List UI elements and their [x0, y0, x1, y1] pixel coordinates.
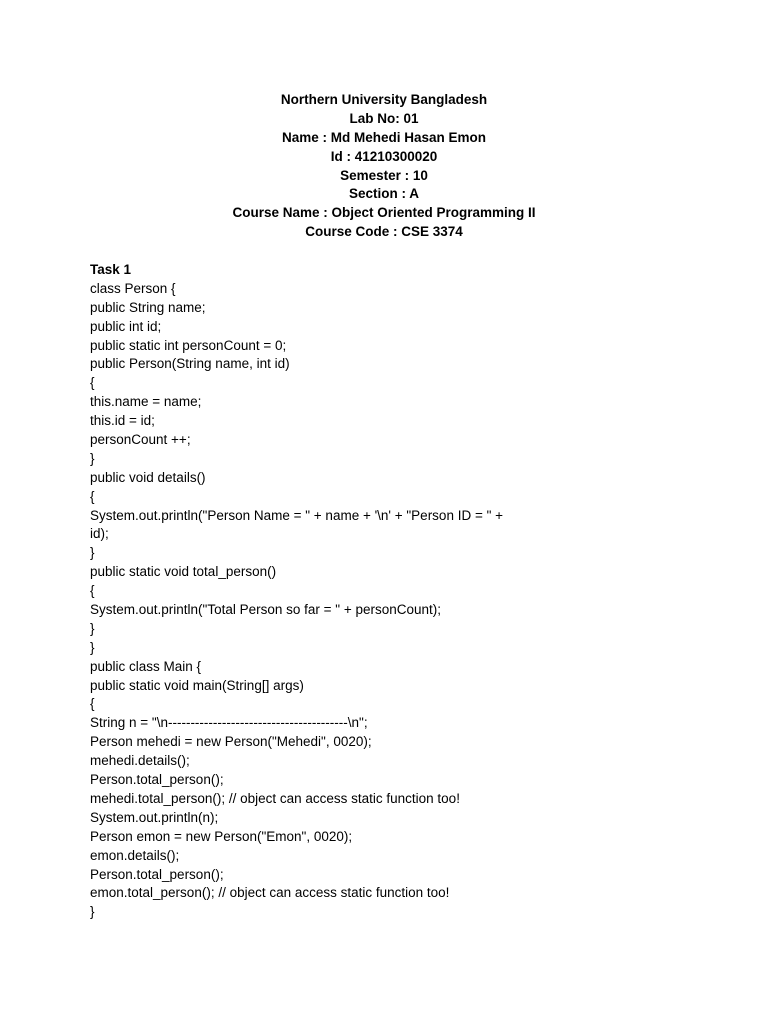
- code-line: public String name;: [90, 299, 206, 315]
- code-line: public int id;: [90, 318, 162, 334]
- code-line: mehedi.details();: [90, 753, 190, 769]
- code-line: {: [90, 488, 95, 504]
- student-id: Id : 41210300020: [330, 148, 438, 164]
- code-line: Person.total_person();: [90, 866, 224, 882]
- code-line: }: [90, 620, 95, 636]
- code-line: System.out.println("Person Name = " + name + '\n' + "Person ID = " +: [90, 507, 504, 523]
- code-block: [90, 280, 690, 922]
- code-line: this.id = id;: [90, 413, 155, 429]
- code-line: public Person(String name, int id): [90, 356, 290, 372]
- lab-number: Lab No: 01: [349, 110, 419, 126]
- task-section: [90, 261, 690, 922]
- code-line: {: [90, 375, 95, 391]
- task-title: Task 1: [90, 262, 132, 277]
- code-line: public static int personCount = 0;: [90, 337, 287, 353]
- code-line: String n = "\n----------------------------------------\n";: [90, 715, 368, 731]
- code-line: Person emon = new Person("Emon", 0020);: [90, 828, 353, 844]
- code-line: personCount ++;: [90, 432, 191, 448]
- code-line: public static void total_person(): [90, 564, 277, 580]
- code-line: mehedi.total_person(); // object can access static function too!: [90, 790, 460, 806]
- code-line: class Person {: [90, 280, 176, 296]
- course-name: Course Name : Object Oriented Programming II: [232, 205, 536, 221]
- university-name: Northern University Bangladesh: [280, 92, 488, 107]
- code-line: System.out.println(n);: [90, 809, 219, 825]
- section: Section : A: [348, 186, 419, 202]
- code-line: id);: [90, 526, 109, 542]
- course-code: Course Code : CSE 3374: [305, 224, 463, 240]
- student-name: Name : Md Mehedi Hasan Emon: [281, 129, 487, 145]
- code-line: emon.total_person(); // object can access static function too!: [90, 885, 450, 901]
- code-line: emon.details();: [90, 847, 180, 863]
- code-line: System.out.println("Total Person so far = " + personCount);: [90, 602, 441, 618]
- document-header: [0, 91, 768, 242]
- code-line: Person.total_person();: [90, 772, 224, 788]
- semester: Semester : 10: [340, 167, 428, 183]
- code-line: {: [90, 583, 95, 599]
- code-line: {: [90, 696, 95, 712]
- code-line: }: [90, 545, 95, 561]
- code-line: }: [90, 450, 95, 466]
- code-line: this.name = name;: [90, 394, 202, 410]
- code-line: public void details(): [90, 469, 206, 485]
- code-line: }: [90, 904, 95, 920]
- code-line: }: [90, 639, 95, 655]
- code-line: public static void main(String[] args): [90, 677, 304, 693]
- code-line: Person mehedi = new Person("Mehedi", 0020);: [90, 734, 372, 750]
- code-line: public class Main {: [90, 658, 202, 674]
